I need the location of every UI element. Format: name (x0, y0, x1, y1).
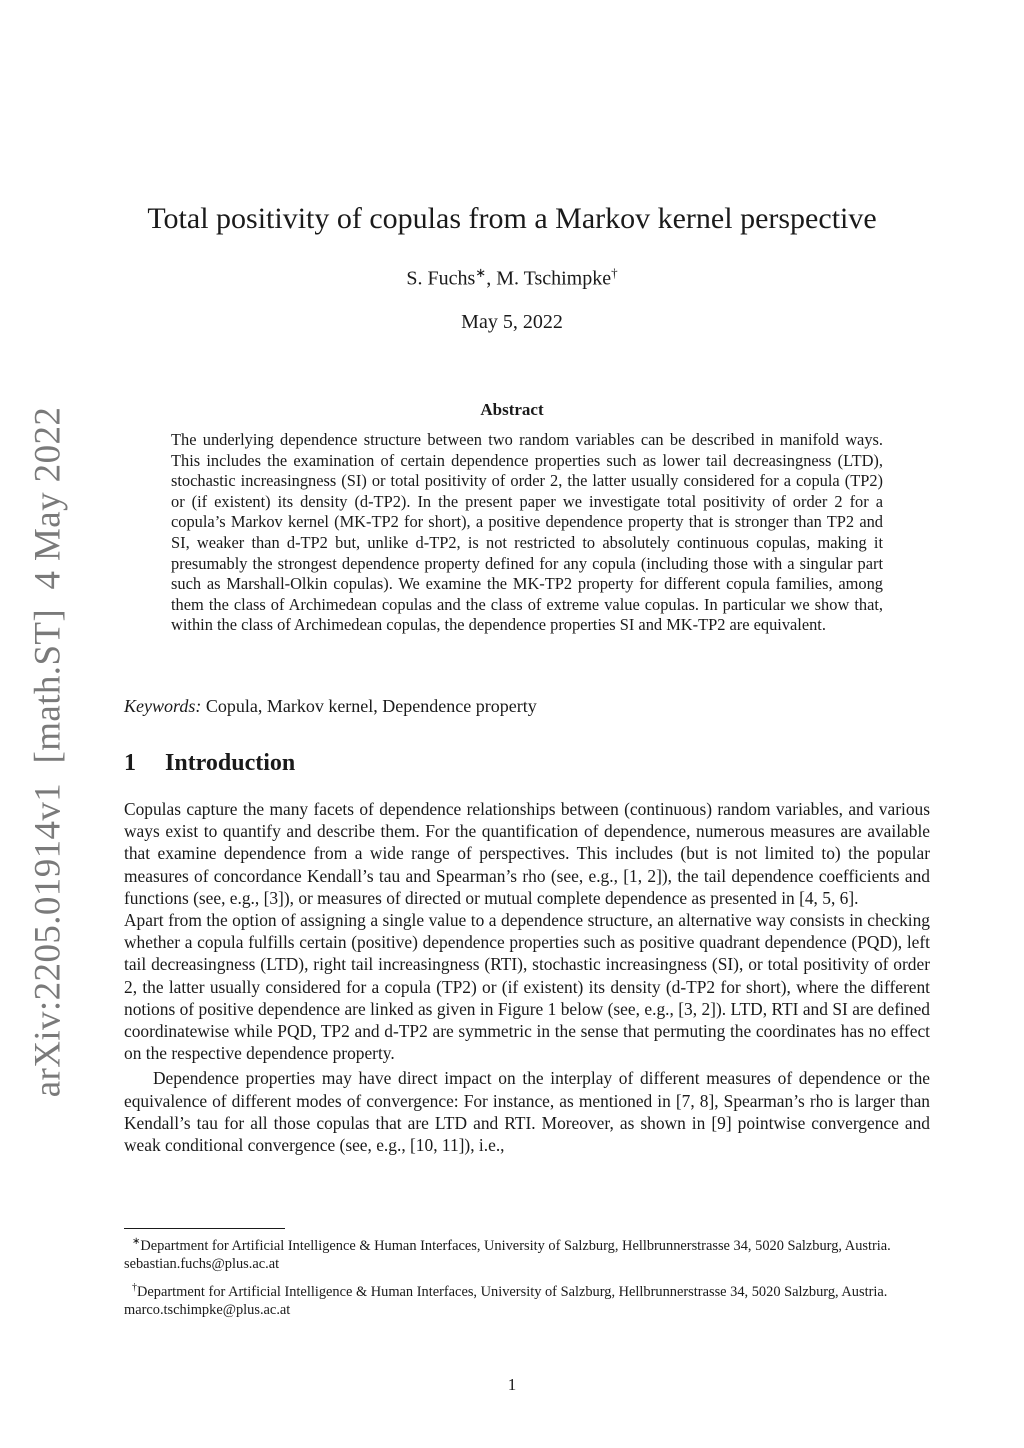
footnote-mark: † (132, 1281, 137, 1293)
abstract-body: The underlying dependence structure between two random variables can be described in manifold ways. This includes the examination of certain dependence properties such as lower tail decreasingness (LTD), stochastic increasingness (SI) or total positivity of order 2, the latter usually considered for a copula (TP2) or (if existent) its density (d-TP2). In the present paper we investigate total positivity of order 2 for a copula’s Markov kernel (MK-TP2 for short), a positive dependence property that is stronger than TP2 and SI, weaker than d-TP2 but, unlike d-TP2, is not restricted to absolutely continuous copulas, making it presumably the strongest dependence property defined for any copula (including those with a singular part such as Marshall-Olkin copulas). We examine the MK-TP2 property for different copula families, among them the class of Archimedean copulas and the class of extreme value copulas. In particular we show that, within the class of Archimedean copulas, the dependence properties SI and MK-TP2 are equivalent. (171, 430, 883, 635)
footnote-divider (124, 1228, 285, 1229)
arxiv-identifier: arXiv:2205.01914v1 [math.ST] 4 May 2022 (27, 406, 69, 1098)
footnotes (124, 1233, 930, 1325)
publication-date: May 5, 2022 (461, 311, 563, 333)
intro-paragraph: Apart from the option of assigning a single value to a dependence structure, an alternative way consists in checking whether a copula fulfills certain (positive) dependence properties such as positive quadrant dependence (PQD), left tail decreasingness (LTD), right tail increasingness (RTI), stochastic increasingness (SI), or total positivity of order 2, the latter usually considered for a copula (TP2) or (if existent) its density (d-TP2 for short), where the different notions of positive dependence are linked as given in Figure 1 below (see, e.g., [3, 2]). LTD, RTI and SI are defined coordinatewise while PQD, TP2 and d-TP2 are symmetric in the sense that permuting the coordinates has no effect on the respective dependence property. (124, 910, 930, 1064)
author-fuchs: S. Fuchs (406, 267, 476, 290)
keywords-value: Copula, Markov kernel, Dependence property (205, 696, 537, 716)
footnote-mark: ∗ (132, 1236, 141, 1247)
keywords (124, 696, 537, 717)
footnote (124, 1233, 930, 1274)
keywords-label: Keywords: (124, 696, 202, 716)
intro-paragraph: Copulas capture the many facets of dependence relationships between (continuous) random variables, and various ways exist to quantify and describe them. For the quantification of dependence, numerous measures are available that examine dependence from a wide range of perspectives. This includes (but is not limited to) the popular measures of concordance Kendall’s tau and Spearman’s rho (see, e.g., [1, 2]), the tail dependence coefficients and functions (see, e.g., [3]), or measures of directed or mutual complete dependence as presented in [4, 5, 6]. (124, 799, 930, 908)
page-number: 1 (507, 1375, 517, 1394)
footnote (124, 1279, 930, 1320)
abstract-heading: Abstract (480, 400, 544, 419)
intro-paragraph: Dependence properties may have direct impact on the interplay of different measures of dependence or the equivalence of different modes of convergence: For instance, as mentioned in [7, 8], Spearman’s rho is larger than Kendall’s tau for all those copulas that are LTD and RTI. Moreover, as shown in [9] pointwise convergence and weak conditional convergence (see, e.g., [10, 11]), i.e., (124, 1068, 930, 1156)
introduction-body (124, 798, 930, 1156)
authors: S. Fuchs∗, M. Tschimpke† (406, 265, 618, 290)
section-heading (124, 750, 295, 777)
paper-title: Total positivity of copulas from a Markov kernel perspective (147, 202, 877, 235)
author-tschimpke-footnote-mark: † (611, 265, 618, 280)
section-number: 1 (124, 750, 136, 776)
author-tschimpke: M. Tschimpke (496, 267, 612, 290)
author-fuchs-footnote-mark: ∗ (475, 265, 487, 280)
arxiv-sidebar (8, 406, 88, 1098)
section-title: Introduction (165, 750, 296, 776)
footnote-text: Department for Artificial Intelligence & Human Interfaces, University of Salzburg, Hellbrunnerstrasse 34, 5020 Salzburg, Austria. sebastian.fuchs@plus.ac.at (124, 1237, 891, 1273)
footnote-text: Department for Artificial Intelligence & Human Interfaces, University of Salzburg, Hellbrunnerstrasse 34, 5020 Salzburg, Austria. marco.tschimpke@plus.ac.at (124, 1283, 888, 1319)
